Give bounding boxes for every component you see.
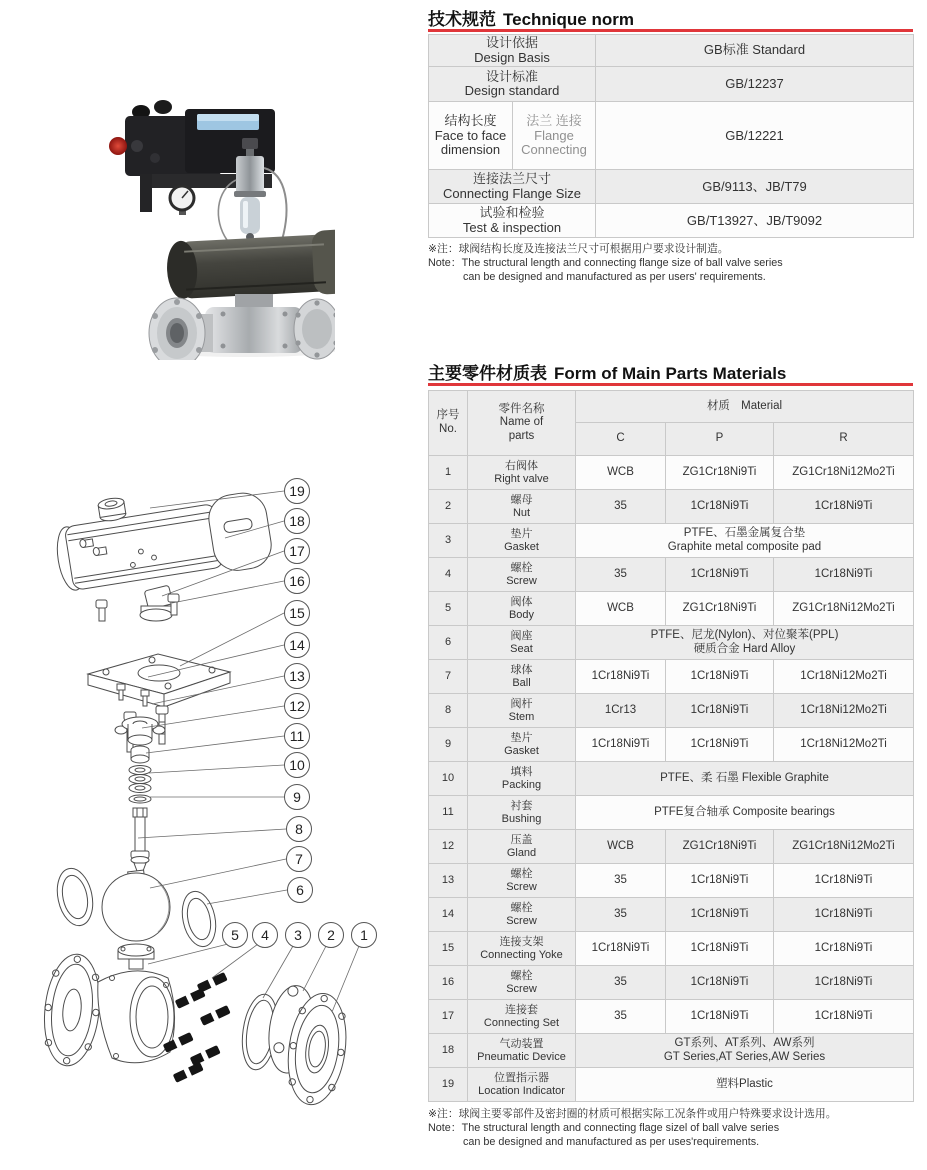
- cell-material-p: 1Cr18Ni9Ti: [666, 966, 774, 1000]
- cell-no: 3: [429, 524, 468, 558]
- cell-material-span: PTFE复合轴承 Composite bearings: [576, 796, 914, 830]
- row-label: 结构长度 Face to face dimension: [429, 102, 513, 170]
- cell-material-span: PTFE、柔 石墨 Flexible Graphite: [576, 762, 914, 796]
- row-value: GB/9113、JB/T79: [596, 170, 914, 204]
- table-row: [429, 558, 914, 592]
- cell-material-r: 1Cr18Ni12Mo2Ti: [774, 694, 914, 728]
- callout-8: [287, 817, 312, 842]
- cell-material-r: 1Cr18Ni9Ti: [774, 864, 914, 898]
- cell-material-span: PTFE、石墨金属复合垫 Graphite metal composite pad: [576, 524, 914, 558]
- cell-material-p: 1Cr18Ni9Ti: [666, 1000, 774, 1034]
- svg-text:7: 7: [295, 850, 303, 867]
- diagram-stem-gasket: [129, 795, 151, 803]
- cell-no: 11: [429, 796, 468, 830]
- diagram-stem: [131, 808, 149, 871]
- cell-material-r: ZG1Cr18Ni12Mo2Ti: [774, 456, 914, 490]
- table-row: [429, 966, 914, 1000]
- svg-text:2: 2: [327, 926, 335, 943]
- cell-name: 连接支架 Connecting Yoke: [468, 932, 576, 966]
- cell-material-r: 1Cr18Ni9Ti: [774, 932, 914, 966]
- header-name: 零件名称 Name of parts: [468, 391, 576, 456]
- row-value: GB/12221: [596, 102, 914, 170]
- note-line-en: Note：The structural length and connecting flange size of ball valve series: [428, 257, 783, 269]
- cell-name: 位置指示器 Location Indicator: [468, 1068, 576, 1102]
- svg-text:3: 3: [294, 926, 302, 943]
- header-col-c: C: [576, 423, 666, 456]
- row-label: 连接法兰尺寸 Connecting Flange Size: [429, 170, 596, 204]
- table-row: [429, 864, 914, 898]
- cell-material-p: 1Cr18Ni9Ti: [666, 694, 774, 728]
- cell-material-c: WCB: [576, 830, 666, 864]
- callout-9: [285, 785, 310, 810]
- table-row: [429, 830, 914, 864]
- cell-material-p: 1Cr18Ni9Ti: [666, 898, 774, 932]
- cell-no: 16: [429, 966, 468, 1000]
- technique-title-en: Technique norm: [503, 10, 634, 29]
- table-row: [429, 762, 914, 796]
- cell-no: 19: [429, 1068, 468, 1102]
- header-col-p: P: [666, 423, 774, 456]
- cell-name: 螺栓 Screw: [468, 898, 576, 932]
- header-no: 序号 No.: [429, 391, 468, 456]
- svg-text:13: 13: [289, 667, 305, 684]
- table-row: [429, 524, 914, 558]
- cell-no: 18: [429, 1034, 468, 1068]
- left-flange: [149, 298, 205, 360]
- cell-material-c: 1Cr13: [576, 694, 666, 728]
- cell-no: 8: [429, 694, 468, 728]
- table-row: [429, 67, 914, 102]
- cell-material-p: ZG1Cr18Ni9Ti: [666, 830, 774, 864]
- svg-text:16: 16: [289, 572, 305, 589]
- cell-material-c: 35: [576, 1000, 666, 1034]
- table-row: [429, 1068, 914, 1102]
- cell-no: 17: [429, 1000, 468, 1034]
- cell-material-r: ZG1Cr18Ni12Mo2Ti: [774, 592, 914, 626]
- callout-6: [288, 878, 313, 903]
- svg-text:1: 1: [360, 926, 368, 943]
- right-flange: [294, 299, 335, 359]
- row-sublabel: 法兰 连接 Flange Connecting: [513, 102, 596, 170]
- cell-name: 填料 Packing: [468, 762, 576, 796]
- svg-text:8: 8: [295, 820, 303, 837]
- actuator: [165, 229, 335, 303]
- table-row: [429, 490, 914, 524]
- callout-14: [285, 633, 310, 658]
- callout-12: [285, 694, 310, 719]
- pressure-gauge: [170, 186, 194, 215]
- materials-table: [428, 390, 914, 1102]
- diagram-bushing: [131, 746, 149, 763]
- cell-no: 12: [429, 830, 468, 864]
- cell-no: 5: [429, 592, 468, 626]
- table-row: [429, 35, 914, 67]
- diagram-left-seat: [52, 865, 97, 929]
- cell-material-c: 35: [576, 966, 666, 1000]
- row-label: 试验和检验 Test & inspection: [429, 204, 596, 238]
- row-value: GB标准 Standard: [596, 35, 914, 67]
- cell-material-p: ZG1Cr18Ni9Ti: [666, 592, 774, 626]
- cell-material-c: 35: [576, 898, 666, 932]
- diagram-gland: [115, 717, 165, 745]
- note-line-en: Note：The structural length and connecting flage sizel of ball valve series: [428, 1122, 780, 1134]
- cell-no: 14: [429, 898, 468, 932]
- svg-text:12: 12: [289, 697, 305, 714]
- cell-material-c: 1Cr18Ni9Ti: [576, 660, 666, 694]
- cell-material-r: 1Cr18Ni9Ti: [774, 490, 914, 524]
- materials-title: [428, 359, 786, 384]
- svg-text:15: 15: [289, 604, 305, 621]
- cell-material-c: 35: [576, 558, 666, 592]
- cell-material-r: 1Cr18Ni9Ti: [774, 1000, 914, 1034]
- cell-material-r: 1Cr18Ni12Mo2Ti: [774, 728, 914, 762]
- cell-name: 垫片 Gasket: [468, 728, 576, 762]
- cell-no: 9: [429, 728, 468, 762]
- technique-title: [428, 5, 634, 30]
- cell-name: 压盖 Gland: [468, 830, 576, 864]
- diagram-connecting-set: [140, 585, 173, 621]
- cell-material-r: ZG1Cr18Ni12Mo2Ti: [774, 830, 914, 864]
- cell-name: 球体 Ball: [468, 660, 576, 694]
- technique-note: [428, 242, 913, 284]
- callout-15: [285, 601, 310, 626]
- callout-17: [285, 539, 310, 564]
- cell-no: 4: [429, 558, 468, 592]
- table-row: [429, 796, 914, 830]
- svg-text:17: 17: [289, 542, 305, 559]
- row-value: GB/12237: [596, 67, 914, 102]
- cell-name: 螺母 Nut: [468, 490, 576, 524]
- cell-material-p: 1Cr18Ni9Ti: [666, 864, 774, 898]
- cell-name: 阀座 Seat: [468, 626, 576, 660]
- cell-material-p: 1Cr18Ni9Ti: [666, 932, 774, 966]
- content-column: [428, 0, 913, 1170]
- callout-3: [286, 923, 311, 948]
- header-material: 材质 Material: [576, 391, 914, 423]
- cell-material-r: 1Cr18Ni9Ti: [774, 558, 914, 592]
- row-label: 设计标准 Design standard: [429, 67, 596, 102]
- cell-material-span: GT系列、AT系列、AW系列 GT Series,AT Series,AW Series: [576, 1034, 914, 1068]
- cell-material-c: WCB: [576, 456, 666, 490]
- technique-table: [428, 34, 914, 238]
- valve-body: [149, 294, 335, 360]
- cell-name: 垫片 Gasket: [468, 524, 576, 558]
- cell-material-c: 1Cr18Ni9Ti: [576, 932, 666, 966]
- table-row: [429, 626, 914, 660]
- exploded-diagram: [0, 470, 400, 1130]
- cell-material-span: PTFE、尼龙(Nylon)、对位聚苯(PPL) 硬质合金 Hard Alloy: [576, 626, 914, 660]
- table-row: [429, 170, 914, 204]
- callout-7: [287, 847, 312, 872]
- cell-no: 6: [429, 626, 468, 660]
- svg-text:11: 11: [289, 727, 305, 744]
- technique-title-zh: 技术规范: [428, 10, 496, 29]
- table-row: [429, 204, 914, 238]
- table-row: [429, 898, 914, 932]
- cell-material-p: 1Cr18Ni9Ti: [666, 558, 774, 592]
- cell-material-c: 35: [576, 490, 666, 524]
- diagram-packing: [129, 766, 151, 793]
- callout-1: [352, 923, 377, 948]
- cell-material-p: 1Cr18Ni9Ti: [666, 660, 774, 694]
- row-label: 设计依据 Design Basis: [429, 35, 596, 67]
- svg-text:19: 19: [289, 482, 305, 499]
- svg-text:14: 14: [289, 636, 305, 653]
- diagram-ball: [102, 870, 170, 941]
- svg-text:9: 9: [293, 788, 301, 805]
- note-line-zh: ※注：球阀主要零部件及密封圈的材质可根据实际工况条件或用户特殊要求设计选用。: [428, 1108, 837, 1120]
- cell-name: 衬套 Bushing: [468, 796, 576, 830]
- table-row: [429, 694, 914, 728]
- cell-name: 螺栓 Screw: [468, 558, 576, 592]
- note-line-zh: ※注：球阀结构长度及连接法兰尺寸可根据用户要求设计制造。: [428, 243, 729, 255]
- table-row: [429, 1034, 914, 1068]
- table-row: [429, 592, 914, 626]
- callout-18: [285, 509, 310, 534]
- table-row: [429, 102, 914, 170]
- cell-material-c: WCB: [576, 592, 666, 626]
- cell-no: 10: [429, 762, 468, 796]
- cell-no: 13: [429, 864, 468, 898]
- row-value: GB/T13927、JB/T9092: [596, 204, 914, 238]
- cell-no: 2: [429, 490, 468, 524]
- callout-5: [223, 923, 248, 948]
- cell-name: 阀体 Body: [468, 592, 576, 626]
- table-row: [429, 456, 914, 490]
- callout-10: [285, 753, 310, 778]
- header-col-r: R: [774, 423, 914, 456]
- cell-name: 右阀体 Right valve: [468, 456, 576, 490]
- cell-no: 15: [429, 932, 468, 966]
- svg-text:4: 4: [261, 926, 269, 943]
- diagram-seat: [178, 888, 221, 949]
- note-line-en: can be designed and manufactured as per uses'requirements.: [463, 1136, 760, 1148]
- callout-11: [285, 724, 310, 749]
- product-photo: [85, 88, 335, 360]
- cell-name: 连接套 Connecting Set: [468, 1000, 576, 1034]
- cell-name: 螺栓 Screw: [468, 864, 576, 898]
- cell-name: 阀杆 Stem: [468, 694, 576, 728]
- callout-2: [319, 923, 344, 948]
- materials-title-zh: 主要零件材质表: [428, 364, 547, 383]
- callout-13: [285, 664, 310, 689]
- materials-title-en: Form of Main Parts Materials: [554, 364, 787, 383]
- svg-text:6: 6: [296, 881, 304, 898]
- materials-rows: [429, 456, 914, 1102]
- cell-material-r: 1Cr18Ni9Ti: [774, 898, 914, 932]
- diagram-actuator: [50, 475, 275, 598]
- table-row: [429, 660, 914, 694]
- cell-material-c: 1Cr18Ni9Ti: [576, 728, 666, 762]
- header-row: [429, 391, 914, 423]
- table-row: [429, 1000, 914, 1034]
- table-row: [429, 728, 914, 762]
- red-rule-top: [428, 29, 913, 32]
- materials-note: [428, 1107, 913, 1149]
- red-cap: [109, 137, 127, 155]
- callout-19: [285, 479, 310, 504]
- callout-4: [253, 923, 278, 948]
- cell-no: 1: [429, 456, 468, 490]
- cell-material-span: 塑料Plastic: [576, 1068, 914, 1102]
- cell-no: 7: [429, 660, 468, 694]
- svg-text:10: 10: [289, 756, 305, 773]
- svg-text:5: 5: [231, 926, 239, 943]
- cell-name: 气动装置 Pneumatic Device: [468, 1034, 576, 1068]
- diagram-yoke: [88, 654, 230, 707]
- cell-name: 螺栓 Screw: [468, 966, 576, 1000]
- red-rule-materials: [428, 383, 913, 386]
- table-row: [429, 932, 914, 966]
- cell-material-p: 1Cr18Ni9Ti: [666, 490, 774, 524]
- cell-material-r: 1Cr18Ni9Ti: [774, 966, 914, 1000]
- cell-material-c: 35: [576, 864, 666, 898]
- cell-material-p: ZG1Cr18Ni9Ti: [666, 456, 774, 490]
- note-line-en: can be designed and manufactured as per users' requirements.: [463, 271, 766, 283]
- cell-material-r: 1Cr18Ni12Mo2Ti: [774, 660, 914, 694]
- cell-material-p: 1Cr18Ni9Ti: [666, 728, 774, 762]
- callout-16: [285, 569, 310, 594]
- svg-text:18: 18: [289, 512, 305, 529]
